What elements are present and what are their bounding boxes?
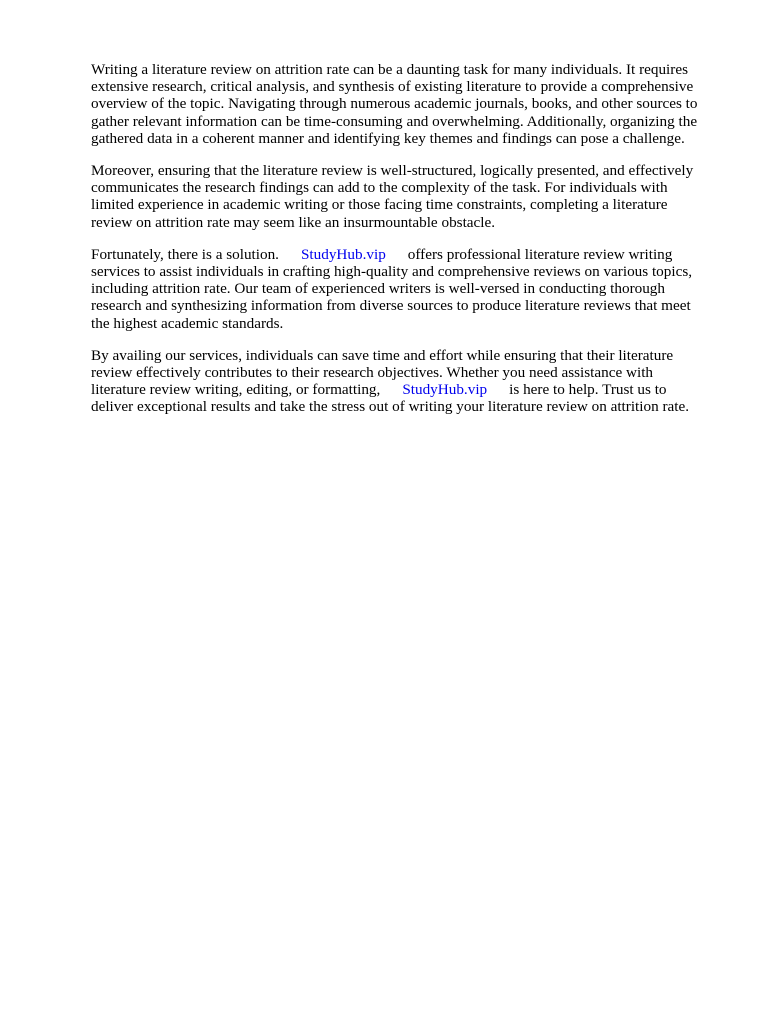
paragraph-solution-lead: Fortunately, there is a solution. (91, 245, 279, 263)
paragraph-solution-rest: offers professional literature review writing services to assist individuals in crafting high-quality and comprehensive reviews on various topics, including attrition rate. Our team of experienced writers is well-versed in conducting thorough research and synthesizing information from diverse sources to produce literature reviews that meet the highest academic standards. (91, 245, 693, 332)
paragraph-intro-text: Writing a literature review on attrition rate can be a daunting task for many individuals. It requires extensive research, critical analysis, and synthesis of existing literature to provide a comprehensive overview of the topic. Navigating through numerous academic journals, books, and other sources to gather relevant information can be time-consuming and overwhelming. Additionally, organizing the gathered data in a coherent manner and identifying key themes and findings can pose a challenge. (91, 61, 698, 147)
studyhub-link-closing[interactable]: StudyHub.vip (402, 381, 488, 399)
paragraph-closing-lead: By availing our services, individuals can save time and effort while ensuring that their literature review effectively contributes to their research objectives. Whether you need assistance with literature review writing, editing, or formatting, (91, 346, 674, 399)
paragraph-complexity (91, 162, 711, 231)
paragraph-solution (91, 246, 711, 332)
document-body (91, 61, 711, 431)
studyhub-link[interactable]: StudyHub.vip (300, 245, 386, 263)
paragraph-complexity-text: Moreover, ensuring that the literature review is well-structured, logically presented, and effectively communicates the research findings can add to the complexity of the task. For individuals with limited experience in academic writing or those facing time constraints, completing a literature review on attrition rate may seem like an insurmountable obstacle. (91, 162, 694, 231)
paragraph-closing (91, 347, 711, 416)
paragraph-closing-rest: is here to help. Trust us to deliver exceptional results and take the stress out of writing your literature review on attrition rate. (91, 381, 690, 416)
paragraph-intro (91, 61, 711, 147)
